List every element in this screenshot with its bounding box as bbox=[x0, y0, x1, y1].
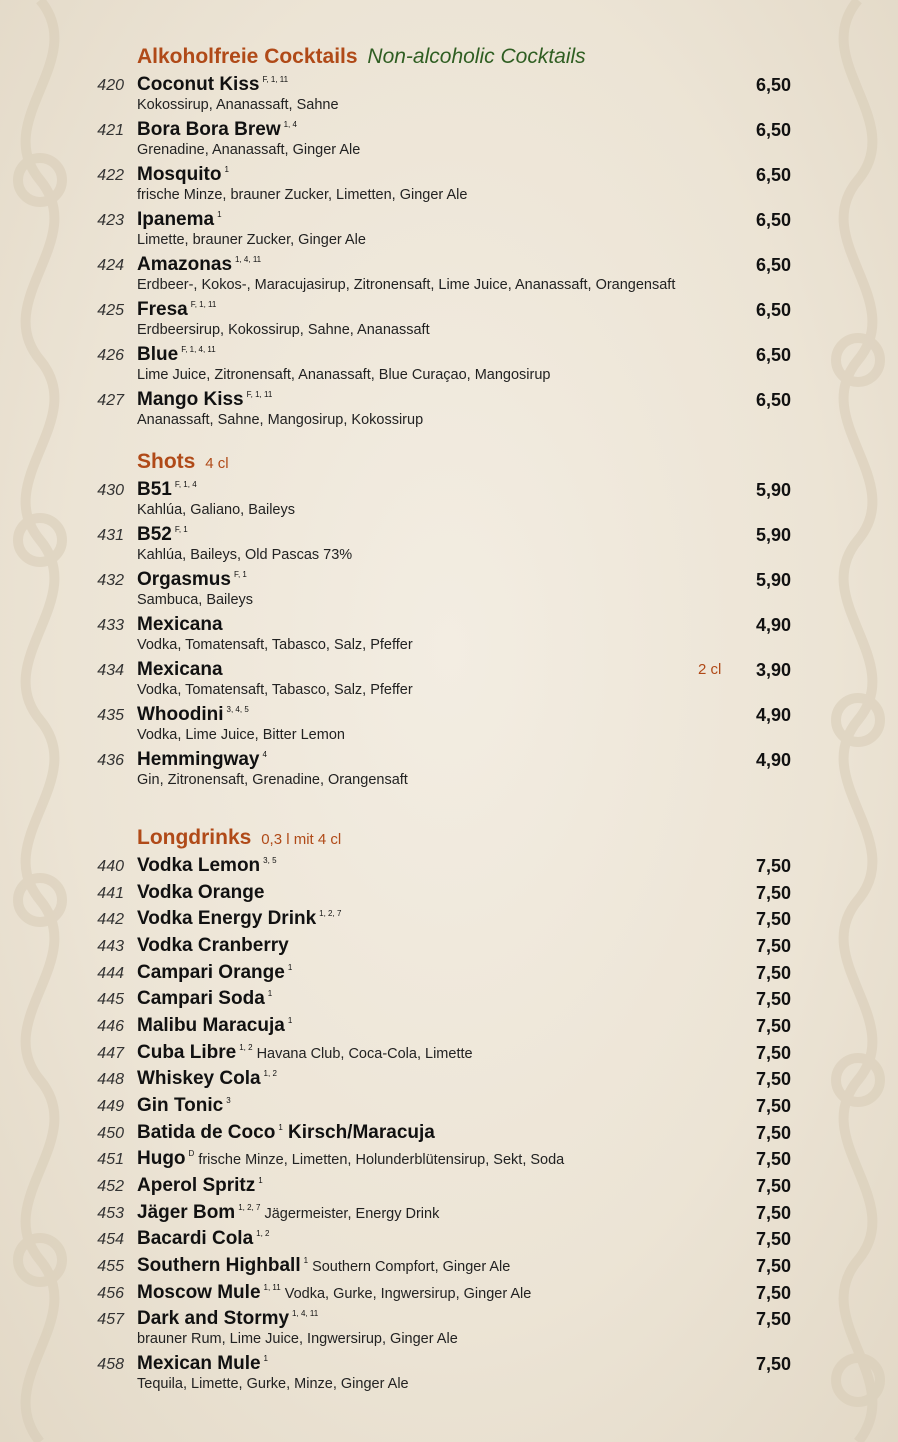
item-price: 7,50 bbox=[755, 963, 791, 983]
item-price: 7,50 bbox=[755, 883, 791, 903]
allergen-codes: F, 1 bbox=[174, 525, 188, 534]
item-number: 440 bbox=[97, 858, 124, 875]
item-description: Southern Compfort, Ginger Ale bbox=[312, 1259, 511, 1275]
item-name bbox=[137, 1255, 510, 1277]
item-number: 426 bbox=[97, 347, 124, 364]
item-name bbox=[137, 659, 223, 681]
item-name bbox=[137, 1353, 268, 1375]
item-name bbox=[137, 1308, 318, 1330]
item-price: 7,50 bbox=[755, 1043, 791, 1063]
item-description: Erdbeersirup, Kokossirup, Sahne, Ananassaft bbox=[137, 322, 430, 338]
item-name-text: Ipanema bbox=[137, 209, 215, 230]
item-name bbox=[137, 299, 216, 321]
item-name bbox=[137, 1015, 292, 1037]
item-name bbox=[137, 524, 188, 546]
item-description: Ananassaft, Sahne, Mangosirup, Kokossirup bbox=[137, 412, 424, 428]
menu-item bbox=[0, 1068, 898, 1095]
item-price: 6,50 bbox=[755, 120, 791, 140]
menu-item bbox=[0, 1282, 898, 1309]
menu-item bbox=[0, 749, 898, 793]
item-number: 452 bbox=[97, 1178, 124, 1195]
item-description: brauner Rum, Lime Juice, Ingwersirup, Ginger Ale bbox=[137, 1331, 458, 1347]
item-name-text: Blue bbox=[137, 344, 179, 365]
item-number: 455 bbox=[97, 1258, 124, 1275]
menu-item bbox=[0, 1202, 898, 1229]
item-number: 423 bbox=[97, 212, 124, 229]
item-volume: 2 cl bbox=[698, 661, 722, 678]
item-description: Erdbeer-, Kokos-, Maracujasirup, Zitronensaft, Lime Juice, Ananassaft, Orangensaft bbox=[137, 277, 676, 293]
item-price: 7,50 bbox=[755, 1149, 791, 1169]
item-description: Grenadine, Ananassaft, Ginger Ale bbox=[137, 142, 361, 158]
item-description: Vodka, Tomatensaft, Tabasco, Salz, Pfeffer bbox=[137, 637, 413, 653]
item-name-text: Campari Soda bbox=[137, 988, 265, 1009]
item-name bbox=[137, 1282, 531, 1304]
item-price: 6,50 bbox=[755, 300, 791, 320]
item-number: 454 bbox=[97, 1231, 124, 1248]
item-number: 457 bbox=[97, 1311, 124, 1328]
item-price: 6,50 bbox=[755, 165, 791, 185]
item-name-text: Mexican Mule bbox=[137, 1353, 261, 1374]
allergen-codes: F, 1, 11 bbox=[246, 390, 273, 399]
allergen-codes: 1, 4 bbox=[283, 120, 297, 129]
allergen-codes: 3, 5 bbox=[263, 856, 277, 865]
menu-item bbox=[0, 389, 898, 433]
item-description: Jägermeister, Energy Drink bbox=[264, 1206, 440, 1222]
menu-item bbox=[0, 659, 898, 703]
item-name-text: Hugo bbox=[137, 1148, 186, 1169]
item-description: Lime Juice, Zitronensaft, Ananassaft, Blue Curaçao, Mangosirup bbox=[137, 367, 551, 383]
item-price: 7,50 bbox=[755, 1309, 791, 1329]
menu-item bbox=[0, 1095, 898, 1122]
item-price: 7,50 bbox=[755, 1016, 791, 1036]
item-name-text: Bacardi Cola bbox=[137, 1228, 254, 1249]
item-name-text: Campari Orange bbox=[137, 962, 285, 983]
item-price: 7,50 bbox=[755, 1176, 791, 1196]
menu-item bbox=[0, 569, 898, 613]
menu-item bbox=[0, 882, 898, 909]
item-description: Sambuca, Baileys bbox=[137, 592, 254, 608]
allergen-codes: 1 bbox=[263, 1354, 268, 1363]
allergen-codes: 1, 2 bbox=[263, 1069, 277, 1078]
menu-item bbox=[0, 119, 898, 163]
section-title-longdrinks bbox=[137, 826, 341, 850]
section-subtitle: 0,3 l mit 4 cl bbox=[261, 831, 342, 848]
item-description: Vodka, Tomatensaft, Tabasco, Salz, Pfeffer bbox=[137, 682, 413, 698]
menu-item bbox=[0, 344, 898, 388]
allergen-codes: F, 1, 11 bbox=[262, 75, 289, 84]
item-number: 444 bbox=[97, 965, 124, 982]
item-description: Vodka, Gurke, Ingwersirup, Ginger Ale bbox=[284, 1286, 532, 1302]
item-description: frische Minze, brauner Zucker, Limetten, Ginger Ale bbox=[137, 187, 468, 203]
item-name-text: Amazonas bbox=[137, 254, 233, 275]
item-price: 7,50 bbox=[755, 856, 791, 876]
menu-item bbox=[0, 254, 898, 298]
item-name-text: Gin Tonic bbox=[137, 1095, 224, 1116]
allergen-codes: F, 1, 11 bbox=[190, 300, 217, 309]
item-name bbox=[137, 908, 341, 930]
item-number: 421 bbox=[97, 122, 124, 139]
item-name bbox=[137, 74, 288, 96]
item-name-text: Moscow Mule bbox=[137, 1282, 261, 1303]
item-name bbox=[137, 614, 223, 636]
item-name-text: Vodka Lemon bbox=[137, 855, 261, 876]
item-description: Limette, brauner Zucker, Ginger Ale bbox=[137, 232, 366, 248]
item-description: Kahlúa, Baileys, Old Pascas 73% bbox=[137, 547, 353, 563]
item-number: 450 bbox=[97, 1125, 124, 1142]
item-name bbox=[137, 389, 272, 411]
menu-item bbox=[0, 704, 898, 748]
item-name bbox=[137, 935, 289, 957]
item-name-text: B51 bbox=[137, 479, 172, 500]
menu-item bbox=[0, 164, 898, 208]
menu-item bbox=[0, 1042, 898, 1069]
item-number: 434 bbox=[97, 662, 124, 679]
allergen-codes: 1 bbox=[258, 1176, 263, 1185]
menu-item bbox=[0, 1148, 898, 1175]
item-name-text: Orgasmus bbox=[137, 569, 231, 590]
item-name bbox=[137, 1148, 564, 1170]
item-price: 6,50 bbox=[755, 345, 791, 365]
allergen-codes: 1 bbox=[224, 165, 229, 174]
section-title-non-alcoholic bbox=[137, 45, 586, 69]
item-price: 5,90 bbox=[755, 570, 791, 590]
item-number: 441 bbox=[97, 885, 124, 902]
section-title-text: Alkoholfreie Cocktails bbox=[137, 45, 358, 68]
allergen-codes: 1, 2 bbox=[256, 1229, 270, 1238]
item-name-text: Mexicana bbox=[137, 614, 223, 635]
item-price: 7,50 bbox=[755, 909, 791, 929]
allergen-codes: 1 bbox=[278, 1123, 283, 1132]
item-number: 430 bbox=[97, 482, 124, 499]
item-name bbox=[137, 569, 247, 591]
item-name bbox=[137, 1095, 231, 1117]
item-number: 448 bbox=[97, 1071, 124, 1088]
item-price: 4,90 bbox=[755, 615, 791, 635]
item-number: 442 bbox=[97, 911, 124, 928]
item-name bbox=[137, 209, 222, 231]
item-number: 445 bbox=[97, 991, 124, 1008]
item-name-text: Jäger Bom bbox=[137, 1202, 236, 1223]
allergen-codes: F, 1, 4, 11 bbox=[181, 345, 216, 354]
item-name-text: Aperol Spritz bbox=[137, 1175, 256, 1196]
item-name-text: Coconut Kiss bbox=[137, 74, 260, 95]
item-name-text: Vodka Orange bbox=[137, 882, 265, 903]
item-price: 7,50 bbox=[755, 1256, 791, 1276]
item-description: Havana Club, Coca-Cola, Limette bbox=[256, 1046, 473, 1062]
menu-item bbox=[0, 1122, 898, 1149]
item-name-text: Vodka Energy Drink bbox=[137, 908, 317, 929]
menu-item bbox=[0, 1308, 898, 1352]
item-name bbox=[137, 749, 267, 771]
item-name-text: Fresa bbox=[137, 299, 188, 320]
item-name-text: Dark and Stormy bbox=[137, 1308, 290, 1329]
menu-item bbox=[0, 935, 898, 962]
item-price: 4,90 bbox=[755, 705, 791, 725]
item-name-text: Bora Bora Brew bbox=[137, 119, 281, 140]
allergen-codes: 1, 4, 11 bbox=[292, 1309, 319, 1318]
item-number: 425 bbox=[97, 302, 124, 319]
item-name-text: Mexicana bbox=[137, 659, 223, 680]
item-name bbox=[137, 882, 264, 904]
allergen-codes: D bbox=[188, 1149, 195, 1158]
item-price: 7,50 bbox=[755, 1069, 791, 1089]
allergen-codes: 4 bbox=[262, 750, 267, 759]
menu-item bbox=[0, 1353, 898, 1397]
item-description: Tequila, Limette, Gurke, Minze, Ginger Ale bbox=[137, 1376, 409, 1392]
item-number: 453 bbox=[97, 1205, 124, 1222]
item-description: Kahlúa, Galiano, Baileys bbox=[137, 502, 295, 518]
item-price: 7,50 bbox=[755, 1123, 791, 1143]
allergen-codes: 1, 2, 7 bbox=[238, 1203, 261, 1212]
item-name-text: Mosquito bbox=[137, 164, 222, 185]
item-price: 7,50 bbox=[755, 1096, 791, 1116]
item-price: 7,50 bbox=[755, 1283, 791, 1303]
item-name-text: Batida de Coco bbox=[137, 1122, 276, 1143]
section-title-text: Shots bbox=[137, 450, 196, 473]
allergen-codes: F, 1 bbox=[233, 570, 247, 579]
item-name bbox=[137, 855, 277, 877]
item-number: 451 bbox=[97, 1151, 124, 1168]
item-description: frische Minze, Limetten, Holunderblütensirup, Sekt, Soda bbox=[198, 1152, 565, 1168]
menu-item bbox=[0, 908, 898, 935]
menu-item bbox=[0, 1015, 898, 1042]
item-number: 433 bbox=[97, 617, 124, 634]
allergen-codes: 3 bbox=[226, 1096, 231, 1105]
item-name bbox=[137, 1228, 270, 1250]
item-name-text: Hemmingway bbox=[137, 749, 260, 770]
item-price: 7,50 bbox=[755, 1354, 791, 1374]
item-description: Gin, Zitronensaft, Grenadine, Orangensaft bbox=[137, 772, 408, 788]
item-number: 436 bbox=[97, 752, 124, 769]
section-subtitle: Non-alcoholic Cocktails bbox=[367, 45, 586, 68]
menu-item bbox=[0, 614, 898, 658]
item-name bbox=[137, 344, 216, 366]
menu-item bbox=[0, 299, 898, 343]
item-description: Kokossirup, Ananassaft, Sahne bbox=[137, 97, 339, 113]
item-name-text: Whiskey Cola bbox=[137, 1068, 261, 1089]
item-name-text: Whoodini bbox=[137, 704, 224, 725]
menu-item bbox=[0, 855, 898, 882]
item-name-text: Cuba Libre bbox=[137, 1042, 237, 1063]
item-price: 4,90 bbox=[755, 750, 791, 770]
item-name bbox=[137, 988, 272, 1010]
section-subtitle: 4 cl bbox=[205, 455, 229, 472]
section-title-shots bbox=[137, 450, 229, 474]
item-number: 431 bbox=[97, 527, 124, 544]
item-price: 7,50 bbox=[755, 1203, 791, 1223]
allergen-codes: 1 bbox=[267, 989, 273, 998]
menu-item bbox=[0, 1255, 898, 1282]
item-number: 443 bbox=[97, 938, 124, 955]
allergen-codes: 1, 4, 11 bbox=[235, 255, 262, 264]
item-name-text: Malibu Maracuja bbox=[137, 1015, 285, 1036]
item-name-variant: Kirsch/Maracuja bbox=[288, 1122, 435, 1143]
menu-item bbox=[0, 1175, 898, 1202]
item-number: 422 bbox=[97, 167, 124, 184]
item-name-text: B52 bbox=[137, 524, 172, 545]
menu-item bbox=[0, 524, 898, 568]
item-name bbox=[137, 119, 297, 141]
item-description: Vodka, Lime Juice, Bitter Lemon bbox=[137, 727, 345, 743]
item-price: 6,50 bbox=[755, 210, 791, 230]
item-price: 7,50 bbox=[755, 989, 791, 1009]
menu-item bbox=[0, 988, 898, 1015]
section-title-text: Longdrinks bbox=[137, 826, 252, 849]
menu-item bbox=[0, 962, 898, 989]
allergen-codes: F, 1, 4 bbox=[174, 480, 197, 489]
item-number: 427 bbox=[97, 392, 124, 409]
item-number: 458 bbox=[97, 1356, 124, 1373]
item-name bbox=[137, 254, 261, 276]
item-number: 435 bbox=[97, 707, 124, 724]
menu-item bbox=[0, 209, 898, 253]
item-name bbox=[137, 1068, 277, 1090]
item-number: 449 bbox=[97, 1098, 124, 1115]
item-price: 5,90 bbox=[755, 480, 791, 500]
item-number: 432 bbox=[97, 572, 124, 589]
menu-item bbox=[0, 1228, 898, 1255]
menu-item bbox=[0, 74, 898, 118]
item-name bbox=[137, 704, 249, 726]
allergen-codes: 1, 2, 7 bbox=[319, 909, 342, 918]
item-number: 446 bbox=[97, 1018, 124, 1035]
allergen-codes: 3, 4, 5 bbox=[226, 705, 249, 714]
item-name bbox=[137, 962, 292, 984]
allergen-codes: 1 bbox=[303, 1256, 309, 1265]
item-price: 7,50 bbox=[755, 1229, 791, 1249]
item-number: 420 bbox=[97, 77, 124, 94]
item-number: 447 bbox=[97, 1045, 124, 1062]
item-name bbox=[137, 1042, 473, 1064]
item-name bbox=[137, 479, 197, 501]
item-price: 5,90 bbox=[755, 525, 791, 545]
item-price: 6,50 bbox=[755, 75, 791, 95]
item-price: 6,50 bbox=[755, 255, 791, 275]
item-name bbox=[137, 1202, 439, 1224]
item-number: 424 bbox=[97, 257, 124, 274]
item-name bbox=[137, 1175, 263, 1197]
item-price: 7,50 bbox=[755, 936, 791, 956]
menu-item bbox=[0, 479, 898, 523]
item-number: 456 bbox=[97, 1285, 124, 1302]
allergen-codes: 1, 11 bbox=[263, 1283, 281, 1292]
allergen-codes: 1 bbox=[287, 963, 293, 972]
item-name bbox=[137, 164, 229, 186]
allergen-codes: 1, 2 bbox=[239, 1043, 253, 1052]
item-price: 3,90 bbox=[755, 660, 791, 680]
item-name-text: Mango Kiss bbox=[137, 389, 244, 410]
item-name-text: Southern Highball bbox=[137, 1255, 301, 1276]
allergen-codes: 1 bbox=[287, 1016, 293, 1025]
item-name bbox=[137, 1122, 435, 1144]
item-name-text: Vodka Cranberry bbox=[137, 935, 289, 956]
allergen-codes: 1 bbox=[217, 210, 222, 219]
item-price: 6,50 bbox=[755, 390, 791, 410]
